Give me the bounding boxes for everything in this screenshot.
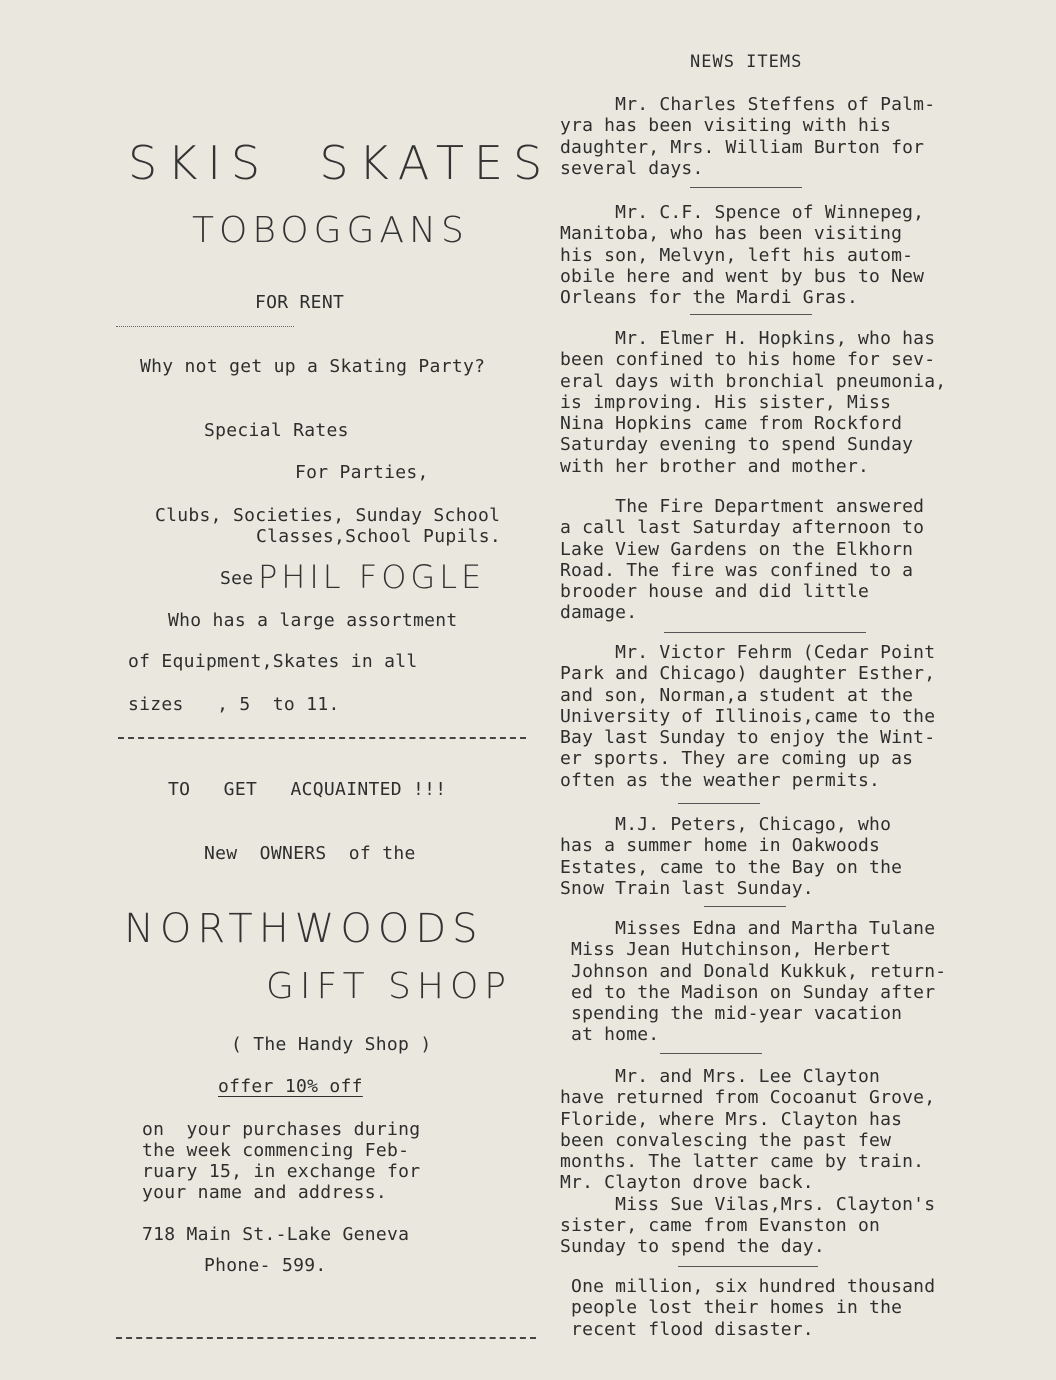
news-line: have returned from Cocoanut Grove, (560, 1087, 936, 1109)
section-divider (118, 737, 526, 739)
address-text: 718 Main St.-Lake Geneva (142, 1224, 410, 1245)
news-line: Johnson and Donald Kukkuk, return- (560, 960, 947, 982)
news-line: been convalescing the past few (560, 1129, 892, 1151)
news-line: obile here and went by bus to New (560, 265, 925, 287)
sizes-text: sizes , 5 to 11. (128, 694, 340, 715)
news-item (560, 642, 1020, 791)
news-line: Bay last Sunday to enjoy the Wint- (560, 727, 936, 749)
short-divider (116, 326, 294, 327)
acquainted-text: TO GET ACQUAINTED !!! (168, 779, 447, 800)
item-divider (664, 632, 866, 633)
news-item (560, 1276, 1020, 1340)
news-line: Miss Sue Vilas,Mrs. Clayton's (560, 1193, 936, 1215)
headline-toboggans: TOBOGGANS (192, 210, 469, 251)
news-item (560, 814, 1020, 899)
news-line: eral days with bronchial pneumonia, (560, 370, 947, 392)
news-item (560, 496, 1020, 624)
news-line: brooder house and did little (560, 581, 870, 603)
assortment-line-2: of Equipment,Skates in all (128, 651, 418, 672)
item-divider (690, 187, 802, 188)
see-text: See (220, 568, 254, 589)
news-line: Manitoba, who has been visiting (560, 223, 903, 245)
news-line: spending the mid-year vacation (560, 1003, 903, 1025)
clubs-line-2: Classes,School Pupils. (256, 526, 502, 547)
shop-name-northwoods: NORTHWOODS (124, 906, 484, 952)
news-line: University of Illinois,came to the (560, 705, 936, 727)
news-items-title: NEWS ITEMS (690, 52, 803, 72)
news-line: Misses Edna and Martha Tulane (560, 918, 936, 939)
news-line: Park and Chicago) daughter Esther, (560, 663, 936, 685)
headline-skis-skates: SKIS SKATES (128, 136, 553, 190)
news-line: is improving. His sister, Miss (560, 391, 892, 413)
news-line: Road. The fire was confined to a (560, 559, 914, 581)
offer-text: offer 10% off (218, 1076, 363, 1097)
new-owners-text: New OWNERS of the (204, 843, 416, 864)
shop-name-gift-shop: GIFT SHOP (266, 966, 512, 1007)
special-rates-text: Special Rates (204, 420, 349, 441)
news-line: Mr. Charles Steffens of Palm- (560, 94, 936, 115)
news-line: often as the weather permits. (560, 769, 881, 791)
clubs-line-1: Clubs, Societies, Sunday School (155, 505, 501, 526)
item-divider (660, 1053, 762, 1054)
news-line: Mr. Victor Fehrm (Cedar Point (560, 642, 936, 663)
news-line: yra has been visiting with his (560, 115, 892, 137)
news-line: sister, came from Evanston on (560, 1215, 881, 1237)
news-line: Sunday to spend the day. (560, 1236, 825, 1258)
phone-text: Phone- 599. (204, 1255, 327, 1276)
handy-shop-text: ( The Handy Shop ) (231, 1034, 432, 1055)
assortment-line-1: Who has a large assortment (168, 610, 458, 631)
news-line: Mr. C.F. Spence of Winnepeg, (560, 202, 925, 223)
item-divider (704, 906, 786, 907)
news-line: The Fire Department answered (560, 496, 925, 517)
news-line: Estates, came to the Bay on the (560, 856, 903, 878)
news-line: at home. (560, 1024, 660, 1046)
news-line: recent flood disaster. (560, 1318, 814, 1340)
news-line: Orleans for the Mardi Gras. (560, 287, 858, 309)
purchase-line-2: the week commencing Feb- (142, 1140, 410, 1161)
news-line: M.J. Peters, Chicago, who (560, 814, 892, 835)
name-phil-fogle: PHIL FOGLE (258, 558, 486, 596)
item-divider (678, 803, 760, 804)
news-line: several days. (560, 157, 704, 179)
news-line: with her brother and mother. (560, 455, 870, 477)
item-divider (690, 314, 812, 315)
news-line: Mr. Clayton drove back. (560, 1172, 814, 1194)
news-line: Saturday evening to spend Sunday (560, 434, 914, 456)
news-line: One million, six hundred thousand (560, 1276, 936, 1297)
news-line: Snow Train last Sunday. (560, 877, 814, 899)
news-line: his son, Melvyn, left his autom- (560, 244, 914, 266)
news-line: er sports. They are coming up as (560, 748, 914, 770)
for-parties-text: For Parties, (295, 462, 429, 483)
news-line: Mr. Elmer H. Hopkins, who has (560, 328, 936, 349)
item-divider (678, 1266, 818, 1267)
news-item (560, 1066, 1020, 1258)
news-item (560, 328, 1020, 477)
news-line: people lost their homes in the (560, 1297, 903, 1319)
news-item (560, 202, 1020, 308)
news-line: Miss Jean Hutchinson, Herbert (560, 939, 892, 961)
purchase-line-1: on your purchases during (142, 1119, 421, 1140)
news-line: Floride, where Mrs. Clayton has (560, 1108, 903, 1130)
purchase-line-3: ruary 15, in exchange for (142, 1161, 421, 1182)
news-line: Lake View Gardens on the Elkhorn (560, 538, 914, 560)
news-line: months. The latter came by train. (560, 1151, 925, 1173)
purchase-line-4: your name and address. (142, 1182, 388, 1203)
news-line: ed to the Madison on Sunday after (560, 981, 936, 1003)
news-item (560, 918, 1020, 1046)
bottom-divider (116, 1337, 536, 1339)
news-line: and son, Norman,a student at the (560, 684, 914, 706)
news-line: damage. (560, 602, 638, 624)
news-line: a call last Saturday afternoon to (560, 517, 925, 539)
news-line: has a summer home in Oakwoods (560, 835, 881, 857)
news-line: been confined to his home for sev- (560, 349, 936, 371)
news-line: Mr. and Mrs. Lee Clayton (560, 1066, 881, 1087)
news-line: daughter, Mrs. William Burton for (560, 136, 925, 158)
news-line: Nina Hopkins came from Rockford (560, 413, 903, 435)
skating-party-text: Why not get up a Skating Party? (140, 356, 486, 377)
for-rent-text: FOR RENT (255, 292, 345, 313)
news-item (560, 94, 1020, 179)
